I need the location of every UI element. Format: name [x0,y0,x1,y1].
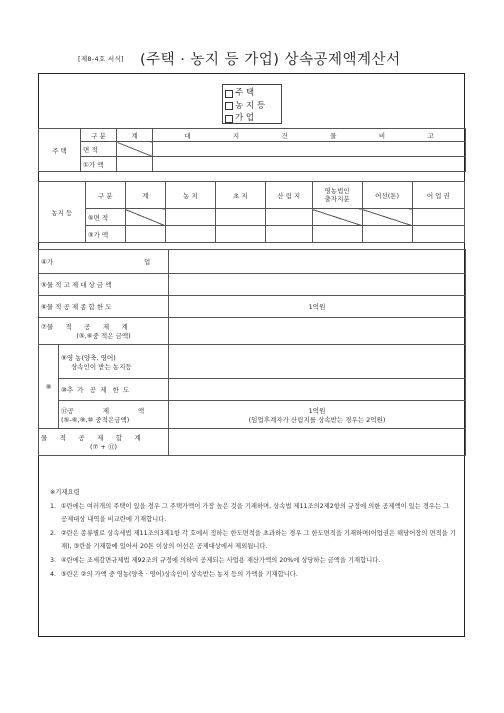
house-col-label: 구 분 [81,129,117,142]
farmland-area-fishright[interactable] [412,209,464,226]
checkbox-house[interactable]: 주 택 [225,87,281,100]
row-target-amount-label: ⑤물 적 고 제 대 상 금 액 [39,274,169,296]
farmland-value-corp[interactable] [312,226,362,243]
house-value-cell[interactable] [153,157,466,172]
page-title: (주택 · 농지 등 가업) 상속공제액계산서 [140,52,401,68]
farmland-table [38,181,465,243]
farmland-col-total: 계 [125,182,165,209]
farmland-col-pasture: 초 지 [215,182,265,209]
house-value-total-cell[interactable] [117,157,153,172]
farmland-area-forest[interactable] [265,209,312,226]
farmland-value-pasture[interactable] [215,226,265,243]
house-col-3: 건 [281,131,288,140]
farmland-area-farm[interactable] [165,209,215,226]
row-deduction-amount-value: 1억원 [308,406,326,415]
row-additional-limit-label: ⑩추 가 공 제 한 도 [59,379,169,401]
row-farming-heir-sub: 상속인이 받는 농지등 [71,362,132,371]
category-checkbox-group [222,84,282,124]
house-col-2: 지 [232,131,240,140]
instructions-title: ※기재요령 [50,489,80,496]
checkbox-business[interactable]: 가 업 [225,112,281,125]
form-header [0,48,504,70]
row-deduction-total-sub: (⑤,⑥중 적은 금액) [76,332,131,340]
house-area-total-cell [117,142,153,157]
farmland-area-pasture[interactable] [215,209,265,226]
row-deduction-total-label: ⑦물 적 공 제 계 [41,323,128,331]
house-col-1: 대 [184,131,191,140]
farmland-value-farm[interactable] [165,226,215,243]
row-additional-limit-value[interactable] [169,379,466,401]
house-section-label: 주 택 [39,129,81,172]
form-number: [제8-4호 서식] [78,55,124,63]
house-col-6: 고 [427,131,434,140]
farmland-col-label: 구 분 [85,182,125,209]
checkbox-square-icon[interactable] [225,90,233,98]
farmland-col-forest: 산 림 지 [265,182,312,209]
farmland-area-boat [362,209,412,226]
row-target-amount-value[interactable] [169,274,466,296]
row-8-label: ⑧ [39,345,59,429]
farmland-value-forest[interactable] [265,226,312,243]
row-farming-heir-value[interactable] [169,345,466,379]
farmland-col-boat: 어선(톤) [362,182,412,209]
row-deduction-amount-note: (임업후계자가 산림지를 상속받는 경우는 2억원) [248,415,386,424]
house-col-5: 비 [378,131,386,140]
checkbox-square-icon[interactable] [225,102,233,110]
farmland-col-farm: 농 지 [165,182,215,209]
farmland-col-corp: 영농법인 출자지분 [312,182,362,209]
row-deduction-amount-label: ⑪공 제 액 [61,406,145,415]
house-row-area: 면 적 [81,142,117,157]
instruction-item: 3. ④란에는 조세감면규제법 제92조의 규정에 의하여 공제되는 사업용 재산가액의 20%에 상당하는 금액을 기재합니다. [50,556,381,564]
row-business-label: ④가 업 [39,250,169,274]
house-area-cell[interactable] [153,142,466,157]
calc-table [38,249,466,456]
row-deduction-amount-sub: (⑤-⑥,⑨,⑩ 중적은금액) [61,415,130,424]
house-table [38,128,466,172]
farmland-value-fishright[interactable] [412,226,464,243]
row-limit-label: ⑥물 적 공 제 종 합 한 도 [39,296,169,318]
row-limit-value: 1억원 [169,296,466,318]
farmland-section-label: 농지 등 [39,182,86,243]
farmland-area-corp [312,209,362,226]
farmland-col-fishright: 어 업 권 [412,182,464,209]
farmland-area-total-cell [125,209,165,226]
instructions [50,486,456,581]
row-farming-heir-label: ⑨영 농(양축, 영어) [61,353,116,362]
checkbox-square-icon[interactable] [225,115,233,123]
row-deduction-total-value[interactable] [169,318,466,345]
checkbox-farmland[interactable]: 농 지 등 [225,100,281,113]
instruction-item: 4. ⑤란은 ②의 가액 중 영농(양축 · 영어)상속인이 상속받는 농지 등의 가액을 기재합니다. [50,570,298,578]
house-row-value: ①가 액 [81,157,117,172]
row-grand-total-label: 물 적 공 제 합 계 [41,434,141,442]
row-grand-total-sub: (⑦ + ⑪) [90,443,117,451]
instruction-item: 2. ②란은 종류별로 상속세법 제11조의3제1항 각 호에서 정하는 한도면적을 초과하는 경우 그 한도면적을 기재하며(어업권은 해당어장의 면적을 기재), ③란을 기재함에 있어서 20톤 이상의 어선은 공제대상에서 제외됩니다. [50,529,456,551]
row-grand-total-value[interactable] [169,429,466,456]
farmland-value-total[interactable] [125,226,165,243]
instruction-item: 1. ①란에는 여러개의 주택이 있을 경우 그 주택가액이 가장 높은 것을 기재하며, 상속법 제11조의2제2항의 규정에 의한 공제액이 있는 경우는 그 공제대상 내역을 비교란에 기재합니다. [50,502,450,524]
farmland-row-area: ⑤면 적 [85,209,125,226]
house-col-4: 물 [330,131,337,140]
house-col-total: 계 [117,129,153,142]
farmland-row-value: ③가 액 [85,226,125,243]
row-business-value[interactable] [169,250,466,274]
farmland-value-boat[interactable] [362,226,412,243]
